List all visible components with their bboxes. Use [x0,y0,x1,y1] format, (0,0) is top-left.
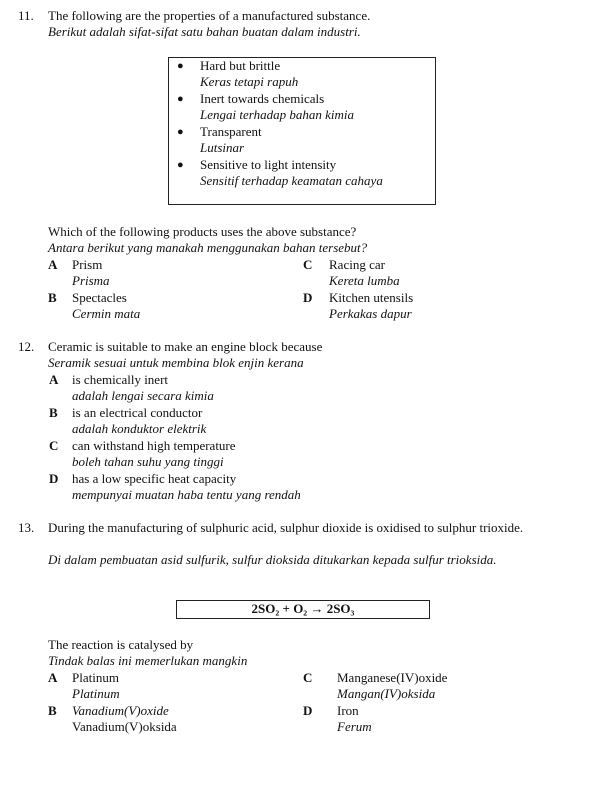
property-ms: Lutsinar [200,140,245,155]
bullet-icon: ● [177,60,184,72]
question-stem-en: Ceramic is suitable to make an engine block because [48,339,323,354]
option-a-ms: adalah lengai secara kimia [72,388,214,403]
property-en: Transparent [200,124,262,139]
option-b-en[interactable]: is an electrical conductor [72,405,203,420]
option-a-en[interactable]: is chemically inert [72,372,169,387]
option-d-ms: Ferum [337,719,372,734]
bullet-icon: ● [177,159,184,171]
option-a-en[interactable]: Prism [72,257,103,272]
option-letter: A [48,670,58,685]
question-number: 13. [18,520,35,535]
property-ms: Sensitif terhadap keamatan cahaya [200,173,383,188]
property-en: Sensitive to light intensity [200,157,337,172]
option-d-en[interactable]: Iron [337,703,359,718]
option-b-ms: Vanadium(V)oksida [72,719,177,734]
option-letter: A [49,372,59,387]
option-d-en[interactable]: has a low specific heat capacity [72,471,237,486]
option-letter: D [49,471,59,486]
option-c-en[interactable]: Racing car [329,257,385,272]
property-ms: Lengai terhadap bahan kimia [200,107,354,122]
option-letter: C [49,438,59,453]
question-stem-ms: Berikut adalah sifat-sifat satu bahan buatan dalam industri. [48,24,361,39]
option-letter: B [48,703,57,718]
bullet-icon: ● [177,93,184,105]
option-c-ms: Mangan(IV)oksida [337,686,436,701]
option-b-en[interactable]: Spectacles [72,290,127,305]
option-b-ms: Cermin mata [72,306,141,321]
option-letter: D [303,290,313,305]
option-d-en[interactable]: Kitchen utensils [329,290,414,305]
option-c-ms: boleh tahan suhu yang tinggi [72,454,224,469]
option-c-en[interactable]: can withstand high temperature [72,438,236,453]
option-c-en[interactable]: Manganese(IV)oxide [337,670,448,685]
option-letter: D [303,703,313,718]
option-a-ms: Prisma [72,273,110,288]
property-en: Inert towards chemicals [200,91,325,106]
question-prompt-en: Which of the following products uses the above substance? [48,224,357,239]
property-en: Hard but brittle [200,58,281,73]
question-number: 11. [18,8,34,23]
bullet-icon: ● [177,126,184,138]
question-stem-ms: Seramik sesuai untuk membina blok enjin kerana [48,355,304,370]
question-prompt-en: The reaction is catalysed by [48,637,194,652]
option-c-ms: Kereta lumba [329,273,400,288]
question-stem-ms: Di dalam pembuatan asid sulfurik, sulfur dioksida ditukarkan kepada sulfur trioksida. [48,552,497,567]
question-stem-en: The following are the properties of a manufactured substance. [48,8,371,23]
option-d-ms: Perkakas dapur [329,306,412,321]
option-d-ms: mempunyai muatan haba tentu yang rendah [72,487,301,502]
chemical-equation: 2SO₂ + O₂ → 2SO₃ [251,601,355,616]
option-letter: B [49,405,58,420]
question-prompt-ms: Tindak balas ini memerlukan mangkin [48,653,248,668]
option-letter: A [48,257,58,272]
option-letter: C [303,670,313,685]
option-letter: B [48,290,57,305]
option-b-ms: adalah konduktor elektrik [72,421,207,436]
question-prompt-ms: Antara berikut yang manakah menggunakan bahan tersebut? [48,240,368,255]
option-a-ms: Platinum [72,686,120,701]
property-ms: Keras tetapi rapuh [200,74,299,89]
question-stem-en: During the manufacturing of sulphuric acid, sulphur dioxide is oxidised to sulphur trioxide. [48,520,524,535]
option-letter: C [303,257,313,272]
question-number: 12. [18,339,35,354]
option-a-en[interactable]: Platinum [72,670,119,685]
option-b-en[interactable]: Vanadium(V)oxide [72,703,169,718]
